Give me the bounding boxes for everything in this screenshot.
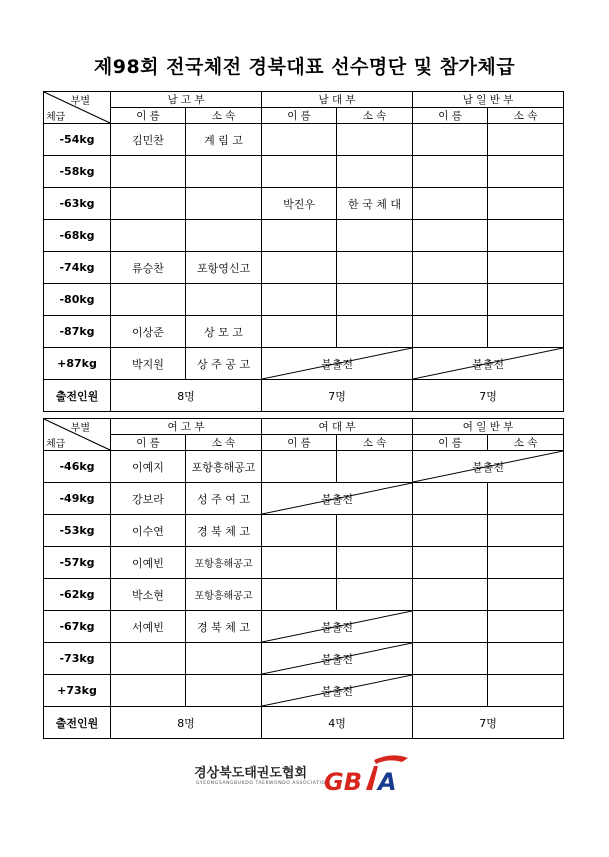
col-affiliation: 소 속 [488, 435, 564, 451]
athlete-affiliation: 경 북 체 고 [186, 515, 262, 547]
group-male-general: 남 일 반 부 [413, 92, 564, 108]
athlete-affiliation [488, 284, 564, 316]
athlete-name [413, 220, 488, 252]
not-participating-label: 불출전 [321, 684, 353, 698]
not-participating-label: 불출전 [321, 652, 353, 666]
division-weight-header [44, 419, 111, 451]
col-name: 이 름 [262, 108, 337, 124]
athlete-name [262, 124, 337, 156]
weight-class: -80kg [44, 284, 111, 316]
association-name-en: GYEONGSANGBUKDO TAEKWONDO ASSOCIATION [196, 781, 330, 786]
table-row [44, 124, 564, 156]
athlete-affiliation: 포항흥해공고 [186, 579, 262, 611]
athlete-name: 류승찬 [111, 252, 186, 284]
weight-class: -68kg [44, 220, 111, 252]
total-count: 7명 [413, 380, 564, 412]
weight-class: -63kg [44, 188, 111, 220]
athlete-affiliation [488, 252, 564, 284]
table-row [44, 284, 564, 316]
weight-class: -54kg [44, 124, 111, 156]
athlete-name [262, 156, 337, 188]
athlete-affiliation [337, 124, 413, 156]
athlete-name: 박소현 [111, 579, 186, 611]
col-name: 이 름 [413, 435, 488, 451]
weight-class: -67kg [44, 611, 111, 643]
col-affiliation: 소 속 [337, 108, 413, 124]
weight-label: 체급 [46, 439, 66, 450]
athlete-affiliation [337, 515, 413, 547]
athlete-affiliation: 성 주 여 고 [186, 483, 262, 515]
table-row [44, 643, 564, 675]
table-row [44, 547, 564, 579]
svg-text:GB: GB [324, 768, 362, 794]
table-row [44, 675, 564, 707]
athlete-name [413, 124, 488, 156]
athlete-affiliation [186, 188, 262, 220]
athlete-name [413, 252, 488, 284]
group-male-univ: 남 대 부 [262, 92, 413, 108]
athlete-name: 이예지 [111, 451, 186, 483]
weight-class: -74kg [44, 252, 111, 284]
athlete-affiliation [337, 547, 413, 579]
athlete-affiliation: 계 림 고 [186, 124, 262, 156]
athlete-name [111, 643, 186, 675]
athlete-name [413, 611, 488, 643]
athlete-affiliation [186, 675, 262, 707]
athlete-affiliation [186, 220, 262, 252]
not-participating-label: 불출전 [321, 620, 353, 634]
gbta-logo-icon [322, 754, 410, 794]
athlete-affiliation: 포항흥해공고 [186, 547, 262, 579]
total-row [44, 707, 564, 739]
athlete-name: 강보라 [111, 483, 186, 515]
athlete-name [111, 284, 186, 316]
male-roster-table [43, 91, 564, 412]
group-female-hs: 여 고 부 [111, 419, 262, 435]
athlete-name [111, 188, 186, 220]
athlete-name [413, 483, 488, 515]
athlete-name: 박진우 [262, 188, 337, 220]
athlete-name [413, 156, 488, 188]
weight-class: +73kg [44, 675, 111, 707]
athlete-name: 서예빈 [111, 611, 186, 643]
female-roster-table [43, 418, 564, 739]
weight-class: -58kg [44, 156, 111, 188]
athlete-name: 이수연 [111, 515, 186, 547]
page-title: 제98회 전국체전 경북대표 선수명단 및 참가체급 [93, 56, 516, 78]
athlete-name [413, 316, 488, 348]
athlete-name [111, 220, 186, 252]
athlete-affiliation [488, 643, 564, 675]
athlete-affiliation [488, 188, 564, 220]
athlete-affiliation [337, 579, 413, 611]
total-count: 7명 [413, 707, 564, 739]
athlete-name [262, 451, 337, 483]
athlete-name [262, 579, 337, 611]
athlete-name [413, 547, 488, 579]
athlete-affiliation [488, 611, 564, 643]
athlete-name [262, 316, 337, 348]
not-participating-label: 불출전 [321, 357, 353, 371]
athlete-affiliation [488, 515, 564, 547]
athlete-affiliation [488, 547, 564, 579]
svg-text:A: A [378, 768, 397, 794]
athlete-affiliation [337, 316, 413, 348]
athlete-affiliation: 경 북 체 고 [186, 611, 262, 643]
not-participating-cell [262, 675, 413, 707]
athlete-name [262, 515, 337, 547]
col-affiliation: 소 속 [488, 108, 564, 124]
total-row [44, 380, 564, 412]
not-participating-label: 불출전 [472, 460, 504, 474]
weight-class: -57kg [44, 547, 111, 579]
athlete-name [262, 220, 337, 252]
col-name: 이 름 [111, 435, 186, 451]
athlete-affiliation [488, 316, 564, 348]
weight-class: -53kg [44, 515, 111, 547]
athlete-name: 박지원 [111, 348, 186, 380]
athlete-affiliation: 상 모 고 [186, 316, 262, 348]
athlete-name: 이예빈 [111, 547, 186, 579]
not-participating-cell [262, 643, 413, 675]
athlete-affiliation [488, 220, 564, 252]
athlete-affiliation [488, 579, 564, 611]
athlete-name [413, 579, 488, 611]
division-label: 부별 [70, 423, 90, 434]
weight-class: -73kg [44, 643, 111, 675]
col-affiliation: 소 속 [186, 435, 262, 451]
association-logo [194, 752, 414, 796]
athlete-affiliation [337, 252, 413, 284]
athlete-affiliation [186, 284, 262, 316]
not-participating-cell [413, 348, 564, 380]
athlete-affiliation: 포항흥해공고 [186, 451, 262, 483]
athlete-affiliation: 한 국 체 대 [337, 188, 413, 220]
total-label: 출전인원 [44, 380, 111, 412]
total-count: 7명 [262, 380, 413, 412]
weight-class: -49kg [44, 483, 111, 515]
athlete-name: 이상준 [111, 316, 186, 348]
not-participating-cell [262, 611, 413, 643]
athlete-name: 김민찬 [111, 124, 186, 156]
weight-class: +87kg [44, 348, 111, 380]
athlete-affiliation: 상 주 공 고 [186, 348, 262, 380]
col-affiliation: 소 속 [337, 435, 413, 451]
athlete-affiliation [186, 156, 262, 188]
athlete-affiliation [337, 220, 413, 252]
athlete-affiliation: 포항영신고 [186, 252, 262, 284]
athlete-name [413, 188, 488, 220]
athlete-affiliation [186, 643, 262, 675]
athlete-affiliation [337, 284, 413, 316]
not-participating-label: 불출전 [472, 357, 504, 371]
athlete-affiliation [488, 675, 564, 707]
col-affiliation: 소 속 [186, 108, 262, 124]
table-row [44, 156, 564, 188]
total-count: 8명 [111, 707, 262, 739]
athlete-affiliation [488, 156, 564, 188]
table-row [44, 316, 564, 348]
col-name: 이 름 [262, 435, 337, 451]
table-row [44, 483, 564, 515]
table-row [44, 348, 564, 380]
total-count: 4명 [262, 707, 413, 739]
not-participating-cell [262, 483, 413, 515]
division-weight-header [44, 92, 111, 124]
not-participating-cell [262, 348, 413, 380]
table-row [44, 252, 564, 284]
association-name: 경상북도태권도협회 [194, 766, 308, 781]
group-male-hs: 남 고 부 [111, 92, 262, 108]
athlete-name [111, 675, 186, 707]
athlete-name [262, 284, 337, 316]
athlete-affiliation [337, 156, 413, 188]
table-row [44, 188, 564, 220]
total-label: 출전인원 [44, 707, 111, 739]
athlete-name [413, 284, 488, 316]
not-participating-cell [413, 451, 564, 483]
group-female-univ: 여 대 부 [262, 419, 413, 435]
weight-class: -87kg [44, 316, 111, 348]
athlete-name [413, 675, 488, 707]
table-row [44, 451, 564, 483]
weight-class: -46kg [44, 451, 111, 483]
weight-label: 체급 [46, 112, 66, 123]
division-label: 부별 [70, 96, 90, 107]
not-participating-label: 불출전 [321, 492, 353, 506]
table-row [44, 611, 564, 643]
athlete-affiliation [488, 483, 564, 515]
athlete-name [413, 643, 488, 675]
table-row [44, 220, 564, 252]
athlete-name [262, 547, 337, 579]
athlete-name [262, 252, 337, 284]
athlete-name [413, 515, 488, 547]
athlete-name [111, 156, 186, 188]
athlete-affiliation [488, 124, 564, 156]
table-row [44, 579, 564, 611]
group-female-general: 여 일 반 부 [413, 419, 564, 435]
weight-class: -62kg [44, 579, 111, 611]
col-name: 이 름 [413, 108, 488, 124]
total-count: 8명 [111, 380, 262, 412]
col-name: 이 름 [111, 108, 186, 124]
athlete-affiliation [337, 451, 413, 483]
table-row [44, 515, 564, 547]
